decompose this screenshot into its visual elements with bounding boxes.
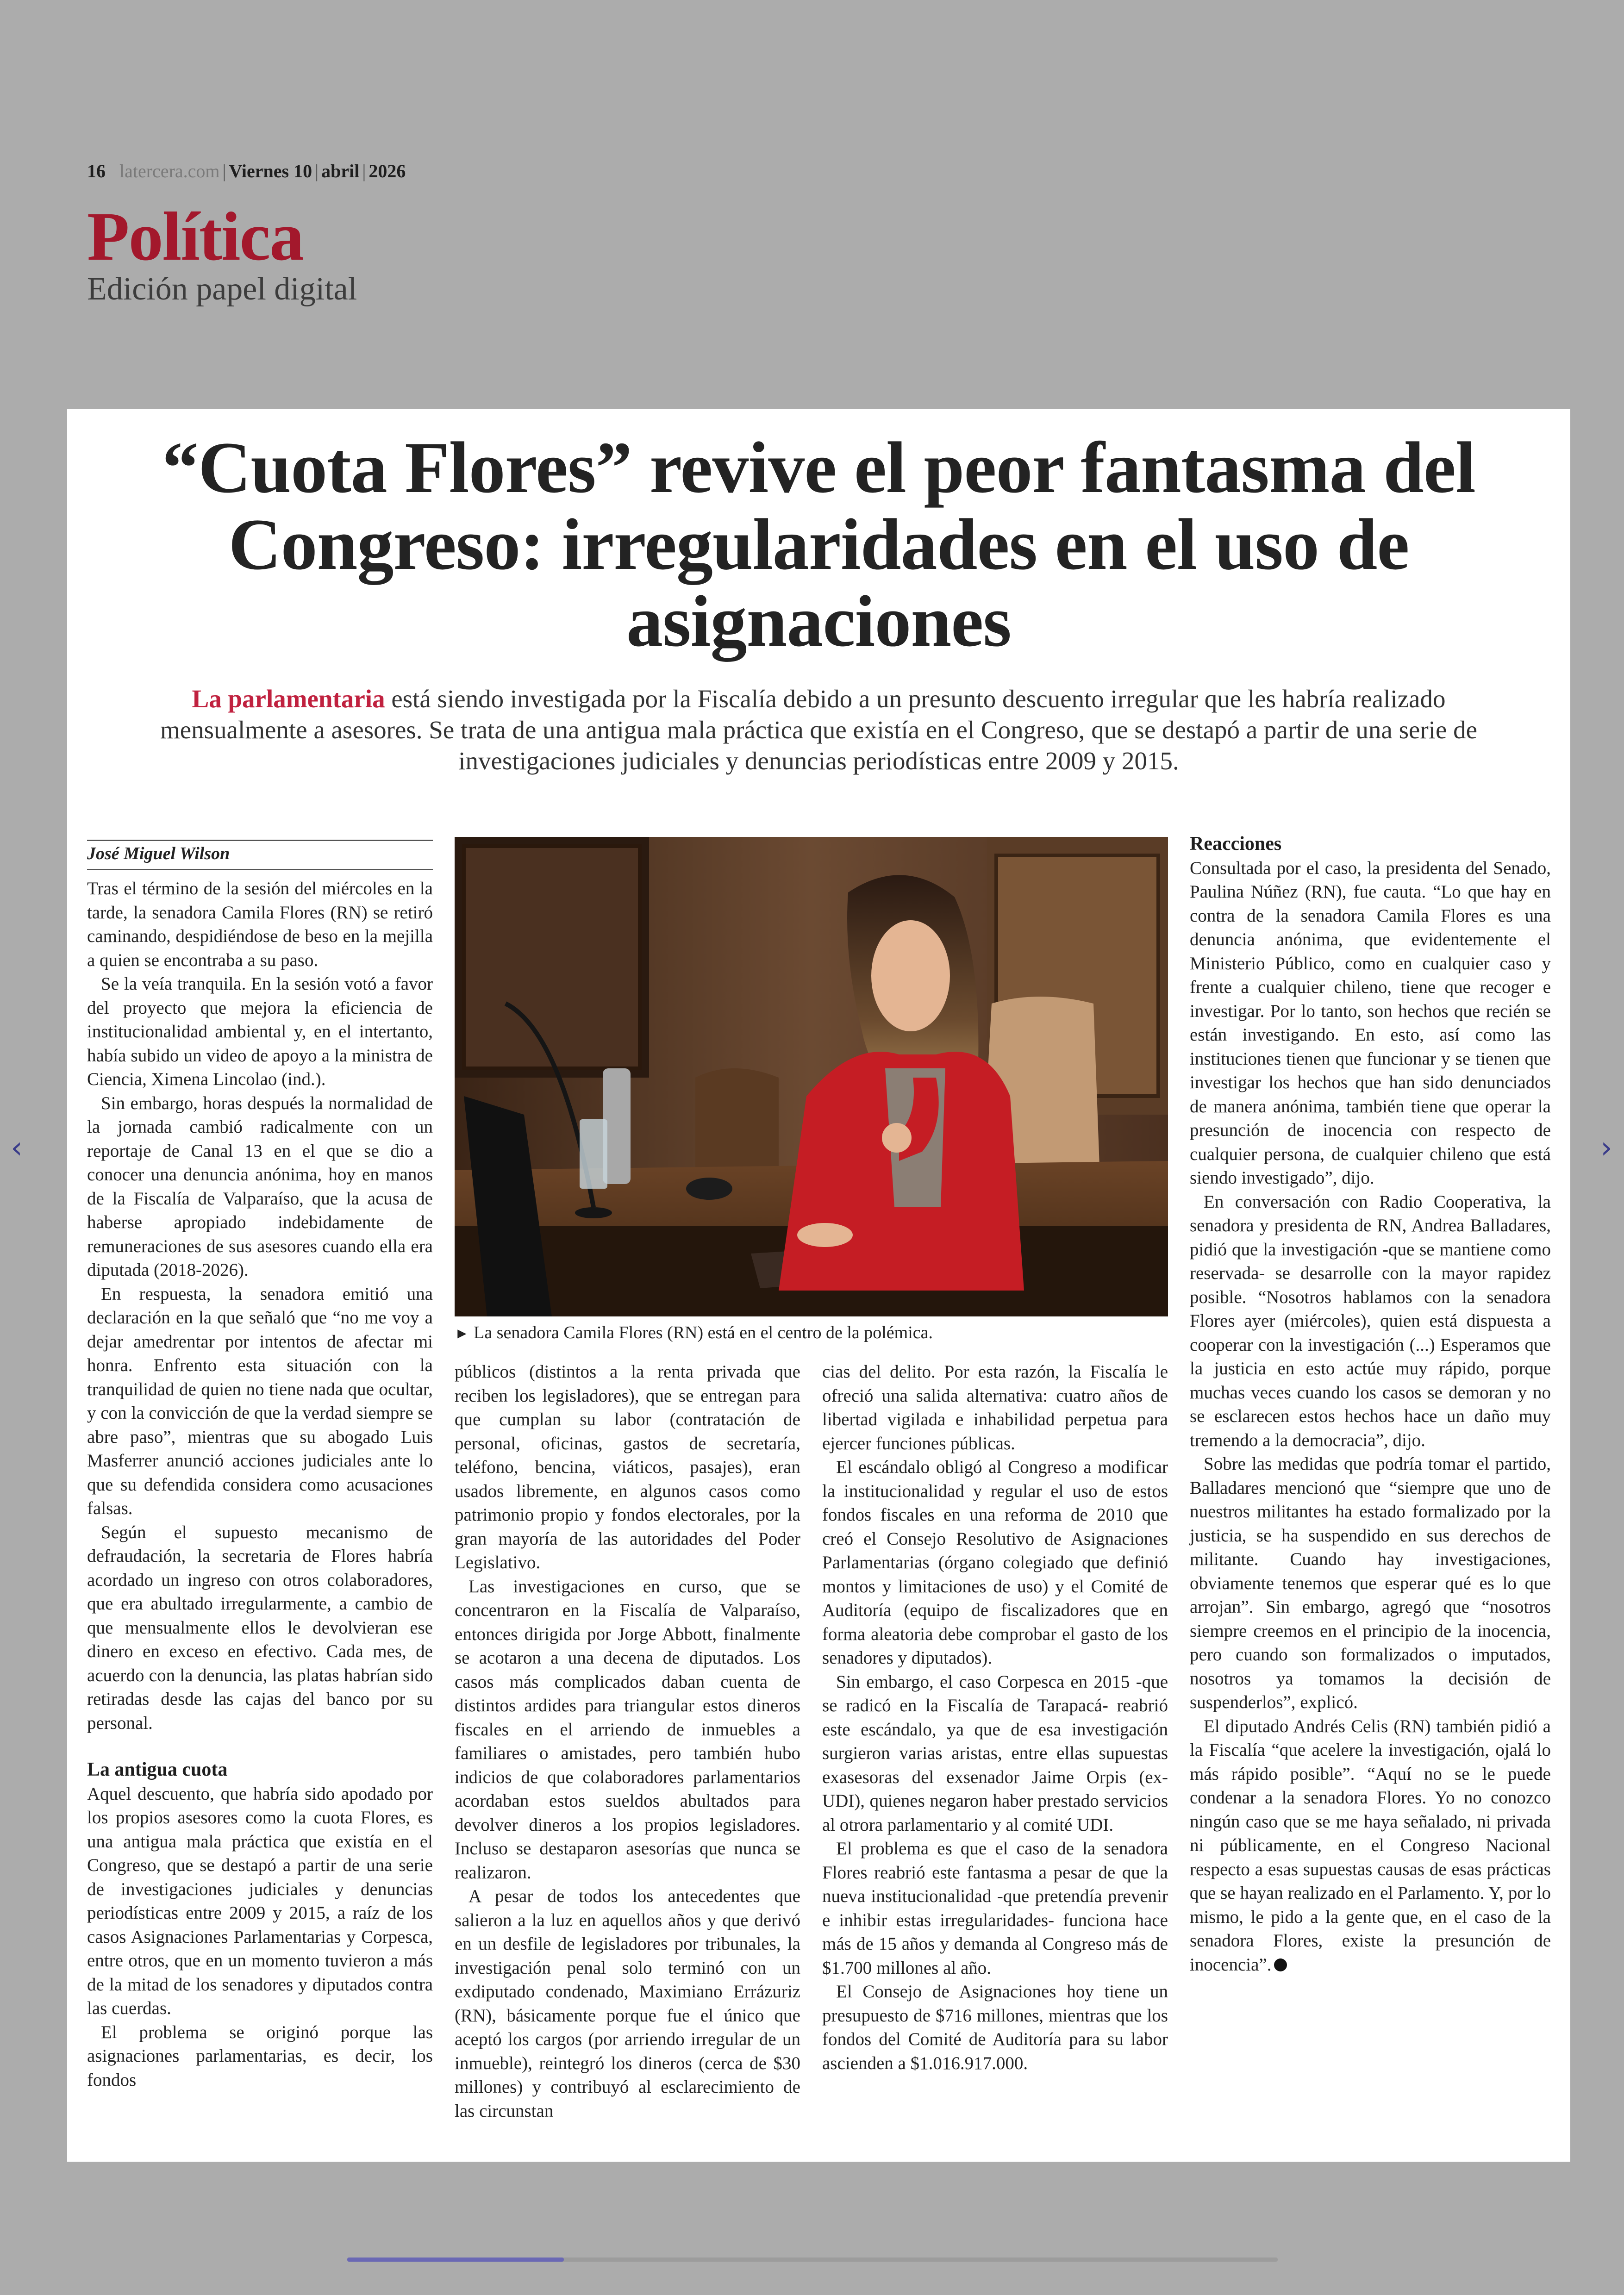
paragraph: En respuesta, la senadora emitió una declaración en la que señaló que “no me voy a dejar amedrentar por intentos de afectar mi honra. Enfrento esta situación con la tranquilidad de quien no tiene nada que ocultar, y con la convicción de que la verdad siempre se abre paso”, mientras que su abogado Luis Masferrer anunció acciones judiciales ante lo que su defendida considera como acusaciones falsas.: [87, 1284, 433, 1518]
section-title: Política: [87, 198, 304, 275]
next-page-icon[interactable]: ›: [1600, 1131, 1612, 1165]
article-lead: [137, 683, 1501, 776]
previous-page-icon[interactable]: ‹: [11, 1131, 23, 1165]
column-1: [87, 877, 433, 2092]
paragraph: Sin embargo, horas después la normalidad de la jornada cambió radicalmente con un reportaje de Canal 13 en el que se dio a conocer una denuncia anónima, hoy en manos de la Fiscalía de Valparaíso, que la acusa de haberse apropiado indebidamente de remuneraciones de sus asesores cuando ella era diputada (2018-2026).: [87, 1093, 433, 1280]
lead-highlight: La parlamentaria: [192, 685, 385, 713]
paragraph: A pesar de todos los antecedentes que salieron a la luz en aquellos años y que derivó en un desfile de legisladores por tribunales, la investigación penal solo terminó con un exdiputado condenado, Maximiano Errázuriz (RN), básicamente porque fue el único que aceptó los cargos (por arriendo irregular de un inmueble), reintegró los dineros (cerca de $30 millones) y contribuyó al esclarecimiento de las circunstan: [455, 1886, 800, 2121]
site-name: latercera.com: [119, 161, 220, 181]
paragraph: Tras el término de la sesión del miércoles en la tarde, la senadora Camila Flores (RN) se retiró caminando, despidiéndose de beso en la mejilla a quien se encontraba a su paso.: [87, 879, 433, 970]
subheading: Reacciones: [1190, 833, 1282, 854]
paragraph: Sin embargo, el caso Corpesca en 2015 -que se radicó en la Fiscalía de Tarapacá- reabrió este escándalo, ya que de esa investigación surgieron varias aristas, entre ellas supuestas exasesoras del exsenador Jaime Orpis (ex-UDI), quienes negaron haber prestado servicios al otrora parlamentario y al comité UDI.: [822, 1671, 1168, 1835]
paragraph: El Consejo de Asignaciones hoy tiene un presupuesto de $716 millones, mientras que los fondos del Comité de Auditoría para su labor ascienden a $1.016.917.000.: [822, 1982, 1168, 2073]
paragraph: El problema se originó porque las asignaciones parlamentarias, es decir, los fondos: [87, 2022, 433, 2090]
newspaper-page: [67, 409, 1570, 2162]
paragraph: En conversación con Radio Cooperativa, la senadora y presidenta de RN, Andrea Balladares, pidió que la investigación -que se mantiene como reservada- se desarrolle con la mayor rapidez posible. “Nosotros hablamos con la senadora Flores ayer (miércoles), quien está dispuesta a cooperar con la investigación (...) Esperamos que la justicia en esto actúe muy rápido, porque muchas veces cuando los casos se demoran y no se esclarecen estos hechos hace un daño muy tremendo a la democracia”, dijo.: [1190, 1191, 1551, 1450]
paragraph: Sobre las medidas que podría tomar el partido, Balladares mencionó que “siempre que uno de nuestros militantes ha estado formalizado por la justicia, se ha suspendido en sus derechos de militante. Cuando hay investigaciones, obviamente tenemos que esperar qué es lo que arrojan”. Sin embargo, agregó que “nosotros siempre creemos en el principio de la inocencia, pero cuando son formalizados o imputados, nosotros ya tomamos la decisión de suspenderlos”, explicó.: [1190, 1454, 1551, 1712]
byline: José Miguel Wilson: [87, 840, 433, 870]
photo-caption: [455, 1322, 1168, 1344]
issue-year: 2026: [369, 161, 406, 181]
lead-text: está siendo investigada por la Fiscalía debido a un presunto descuento irregular que les habría realizado mensualmente a asesores. Se trata de una antigua mala práctica que existía en el Congreso, que se destapó a partir de una serie de investigaciones judiciales y denuncias periodísticas entre 2009 y 2015.: [160, 685, 1478, 775]
paragraph: públicos (distintos a la renta privada que reciben los legisladores), que se entregan para que cumplan su labor (contratación de personal, oficinas, gastos de secretaría, teléfono, bencina, viáticos, pasajes), eran usados libremente, en algunos casos como patrimonio propio y fondos electorales, por la gran mayoría de las autoridades del Poder Legislativo.: [455, 1362, 800, 1572]
end-of-article-icon: [1274, 1958, 1287, 1971]
paragraph: El escándalo obligó al Congreso a modificar la institucionalidad y regular el uso de estos fondos fiscales en una reforma de 2010 que creó el Consejo Resolutivo de Asignaciones Parlamentarias (órgano colegiado que definió montos y limitaciones de uso) y el Comité de Auditoría (equipo de fiscalizadores que en forma aleatoria debe comprobar el gasto de los senadores y diputados).: [822, 1457, 1168, 1668]
article-headline: “Cuota Flores” revive el peor fantasma del Congreso: irregularidades en el uso de asignaciones: [162, 427, 1475, 662]
column-3: [822, 1360, 1168, 2075]
paragraph: Según el supuesto mecanismo de defraudación, la secretaria de Flores habría acordado un ingreso con otros colaboradores, que era abultado irregularmente, a cambio de que mensualmente ellos le devolvieran ese dinero en exceso en efectivo. Cada mes, de acuerdo con la denuncia, las platas habrían sido retiradas desde las cajas del banco por su personal.: [87, 1522, 433, 1733]
caption-text: La senadora Camila Flores (RN) está en el centro de la polémica.: [474, 1323, 933, 1342]
paragraph: El problema es que el caso de la senadora Flores reabrió este fantasma a pesar de que la nueva institucionalidad -que pretendía prevenir e inhibir estas irregularidades- funciona hace más de 15 años y demanda al Congreso más de $1.700 millones al año.: [822, 1839, 1168, 1978]
paragraph: [1190, 1715, 1551, 1977]
issue-month: abril: [321, 161, 360, 181]
article-photo: [455, 837, 1168, 1316]
column-4: [1190, 832, 1551, 1977]
page-number: 16: [87, 161, 106, 181]
edition-label: Edición papel digital: [87, 271, 357, 307]
paragraph: Las investigaciones en curso, que se concentraron en la Fiscalía de Valparaíso, entonces dirigida por Jorge Abbott, finalmente se acotaron a una decena de diputados. Los casos más complicados daban cuenta de distintos ardides para triangular estos dineros fiscales en el arriendo de inmuebles a familiares o amistades, pero también hubo indicios de que colaboradores parlamentarios acordaban estos sueldos abultados para devolver dineros a los propios legisladores. Incluso se destaparon asesorías que nunca se realizaron.: [455, 1576, 800, 1883]
reading-progress-fill: [347, 2258, 564, 2262]
paragraph: Consultada por el caso, la presidenta del Senado, Paulina Núñez (RN), fue cauta. “Lo que hay en contra de la senadora Camila Flores es una denuncia anónima, que evidentemente el Ministerio Público, como en cualquier caso y frente a cualquier chileno, tiene que recoger e investigar. Por lo tanto, son hechos que recién se están investigando. En esto, así como las instituciones tienen que funcionar y se tienen que investigar los hechos que han sido denunciados de manera anónima, también tiene que operar la presunción de inocencia con respecto de cualquier persona, de cualquier chileno que está siendo investigado”, dijo.: [1190, 858, 1551, 1188]
paragraph: Aquel descuento, que habría sido apodado por los propios asesores como la cuota Flores, es una antigua mala práctica que existía en el Congreso, que se destapó a partir de una serie de investigaciones judiciales y denuncias periodísticas entre 2009 y 2015, a raíz de los casos Asignaciones Parlamentarias y Corpesca, entre otros, que en un momento tuvieron a más de la mitad de los senadores y diputados contra las cuerdas.: [87, 1784, 433, 2018]
subheading: La antigua cuota: [87, 1759, 228, 1780]
paragraph: cias del delito. Por esta razón, la Fiscalía le ofreció una salida alternativa: cuatro años de libertad vigilada e inhabilidad perpetua para ejercer funciones públicas.: [822, 1362, 1168, 1453]
page-header-line: 16 latercera.com | Viernes 10 | abril | 2026: [87, 161, 406, 181]
paragraph: Se la veía tranquila. En la sesión votó a favor del proyecto que mejora la eficiencia de institucionalidad ambiental y, en el intertanto, había subido un video de apoyo a la ministra de Ciencia, Ximena Lincolao (ind.).: [87, 974, 433, 1089]
closing-paragraph-text: El diputado Andrés Celis (RN) también pidió a la Fiscalía “que acelere la investigación, ojalá lo más rápido posible”. “Aquí no se le puede condenar a la senadora Flores. Yo no conozco ningún caso que se me haya señalado, ni privada ni públicamente, en el Congreso Nacional respecto a esas supuestas causas de esas prácticas que se hayan realizado en el Parlamento. Y, por lo mismo, le pido a la gente que, en el caso de la senadora Flores, existe la presunción de inocencia”.: [1190, 1716, 1551, 1975]
column-2: [455, 1360, 800, 2123]
caption-triangle-icon: ►: [455, 1325, 469, 1341]
issue-day: Viernes 10: [229, 161, 312, 181]
